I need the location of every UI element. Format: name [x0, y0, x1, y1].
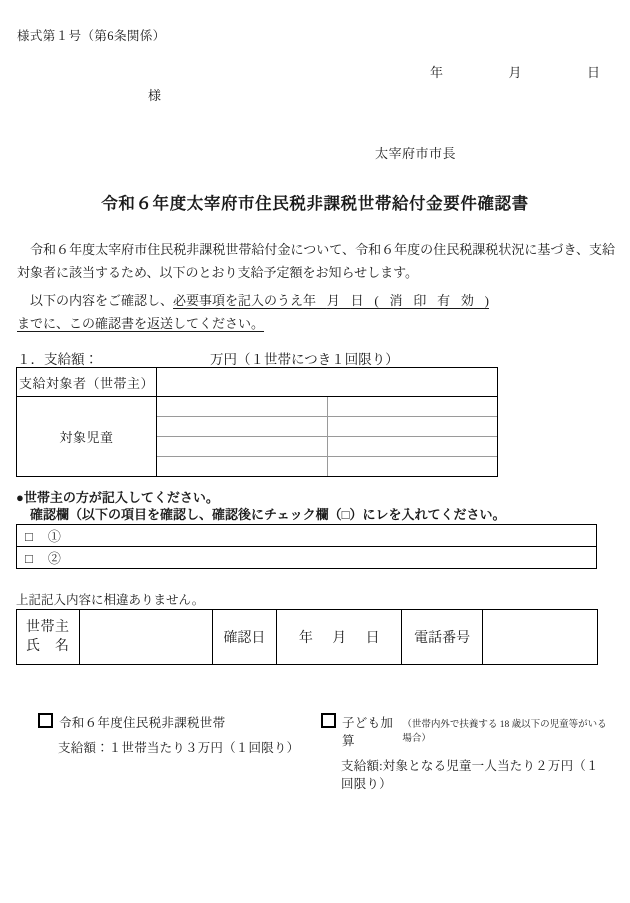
form-number: 様式第１号（第6条関係） [17, 29, 166, 43]
return-required-text: 必要事項を記入のうえ [173, 293, 304, 308]
confirm-date-month: 月 [332, 631, 347, 646]
table-row [17, 547, 597, 569]
check-instruction: 確認欄（以下の項目を確認し、確認後にチェック欄（□）にレを入れてください。 [30, 507, 506, 522]
child-entries-cell [157, 397, 498, 477]
table-row [17, 368, 498, 397]
option-nontaxable-household[interactable] [38, 712, 318, 792]
child-entries-grid [157, 397, 497, 476]
child-name-cell[interactable] [157, 417, 327, 437]
confirm-date-year: 年 [298, 631, 313, 646]
child-detail-cell[interactable] [327, 437, 497, 457]
table-row [17, 610, 598, 665]
recipient-value-cell[interactable] [157, 368, 498, 397]
child-detail-cell[interactable] [327, 457, 497, 477]
list-item [157, 437, 497, 457]
return-instruction-paragraph [17, 289, 615, 335]
option-left-header [38, 712, 318, 731]
confirmation-checkbox-table [16, 524, 597, 569]
confirm-date-field[interactable] [277, 610, 402, 665]
confirm-date-day: 日 [365, 631, 380, 646]
option-child-addition[interactable] [321, 712, 611, 792]
table-row [17, 397, 498, 477]
signature-table [16, 609, 598, 665]
issue-date-day: 日 [586, 65, 600, 80]
addressee-honorific: 様 [148, 88, 162, 103]
option-left-amount: 支給額：１世帯当たり３万円（１回限り） [58, 741, 300, 755]
phone-field[interactable] [482, 610, 597, 665]
child-detail-cell[interactable] [327, 397, 497, 417]
list-item [157, 417, 497, 437]
checkbox-icon[interactable] [321, 713, 336, 728]
phone-label: 電話番号 [402, 610, 483, 665]
child-detail-cell[interactable] [327, 417, 497, 437]
recipient-label-cell: 支給対象者（世帯主） [17, 368, 157, 397]
benefit-options [0, 712, 630, 792]
householder-name-label-line2: 氏 名 [26, 639, 70, 654]
return-date-month: 月 [326, 293, 351, 308]
option-right-header [321, 712, 611, 749]
recipient-table [16, 367, 498, 477]
page-title: 令和６年度太宰府市住民税非課税世帯給付金要件確認書 [101, 194, 529, 213]
amount-limit-note: （１世帯につき１回限り） [237, 352, 399, 367]
issue-date-year: 年 [430, 65, 444, 80]
householder-name-label [17, 610, 80, 665]
householder-note: ●世帯主の方が記入してください。 [16, 490, 219, 505]
list-item [157, 397, 497, 417]
return-second-line: までに、この確認書を返送してください。 [17, 316, 265, 331]
intro-paragraph: 令和６年度太宰府市住民税非課税世帯給付金について、令和６年度の住民税課税状況に基づき、支給対象者に該当するため、以下のとおり支給予定額をお知らせします。 [17, 242, 615, 280]
confirm-date-label: 確認日 [212, 610, 277, 665]
check-row-1[interactable]: □ ① [17, 525, 597, 547]
child-name-cell[interactable] [157, 437, 327, 457]
child-label-cell: 対象児童 [17, 397, 157, 477]
option-right-title: 子ども加算 [342, 716, 394, 748]
child-name-cell[interactable] [157, 457, 327, 477]
return-lead-text: 以下の内容をご確認し、 [30, 293, 174, 308]
householder-name-label-line1: 世帯主 [26, 620, 70, 635]
issuer-name: 太宰府市市長 [375, 146, 457, 161]
option-right-note: （世帯内外で扶養する 18 歳以下の児童等がいる場合） [402, 720, 607, 744]
return-deadline-date [303, 289, 489, 312]
return-date-day: 日(消印有効) [350, 293, 490, 308]
confirmation-statement: 上記記入内容に相違ありません。 [16, 593, 205, 607]
householder-name-field[interactable] [79, 610, 212, 665]
list-item [157, 457, 497, 477]
amount-underlined-group [17, 348, 237, 368]
issue-date-line [430, 62, 600, 81]
check-row-2[interactable]: □ ② [17, 547, 597, 569]
amount-label: １．支給額： [17, 352, 98, 367]
child-name-cell[interactable] [157, 397, 327, 417]
amount-line [17, 348, 399, 368]
option-left-title: 令和６年度住民税非課税世帯 [59, 716, 226, 730]
issue-date-month: 月 [508, 65, 522, 80]
return-date-year: 年 [303, 293, 327, 308]
option-right-amount: 支給額:対象となる児童一人当たり２万円（１回限り） [341, 759, 599, 791]
table-row [17, 525, 597, 547]
amount-unit: 万円 [210, 352, 237, 367]
checkbox-icon[interactable] [38, 713, 53, 728]
